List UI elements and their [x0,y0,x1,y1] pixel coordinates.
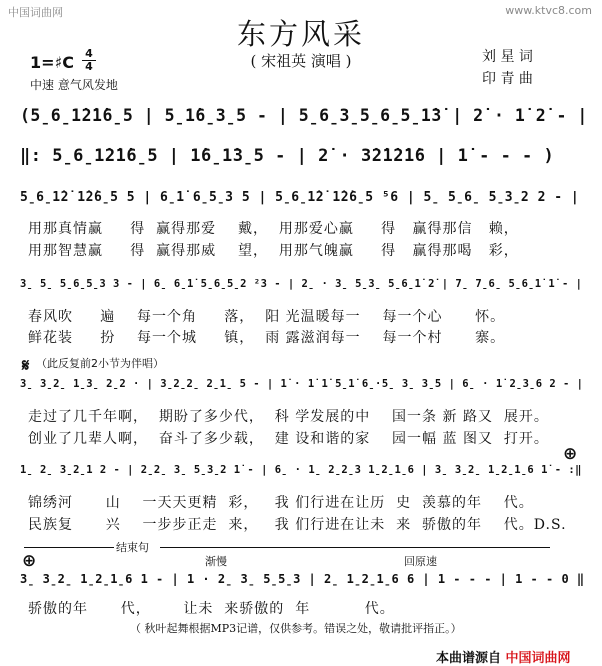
meter-bottom: 4 [85,60,93,73]
segno-sign: 𝄋 [22,356,30,376]
score-row-1: (5̱6̱1̇2̇1̇6̱5 | 5̱1̇6̱3̱5 - | 5̱6̱3̱5̱6̱5̱1̇3̇ | 2̇ · 1̇ 2̇ - | [20,106,588,125]
meter-top: 4 [85,47,93,60]
song-subtitle: ( 宋祖英 演唱 ) [250,52,352,70]
tempo-marking: 中速 意气风发地 [30,78,118,92]
lyric-row-3b: 用那智慧赢 得 赢得那威 望， 用那气魄赢 得 赢得那喝 彩， [28,243,519,259]
ending-bracket-right [160,547,550,548]
watermark-right: www.ktvc8.com [505,4,592,17]
lyric-row-5a: 走过了几千年啊， 期盼了多少代， 科 学发展的中 国一条 新 路又 展开。 [28,409,549,425]
source-credit [436,647,571,666]
score-row-5: 3̱ 3̱2̱ 1̱3̱ 2̱2 · | 3̱2̱2̱ 2̱1̱ 5 - | 1̇ · 1̇ 1̇ 5̱1̇ 6̱·5̱ 3̱ 3̱5 | 6̱ · 1̇ 2̱3̱6 2 - | [20,378,584,390]
score-row-2: ‖: 5̱6̱1̇2̇1̇6̱5 | 1̇6̱1̇3̱5 - | 2̇ · 3̇2̇1̇2̇1̇6 | 1̇ - - - ) [20,146,555,166]
transcription-note: （ 秋叶起舞根据MP3记谱，仅供参考。错误之处，敬请批评指正。） [130,622,462,635]
coda-sign: ⊕ [563,444,578,464]
score-row-7: 3̱ 3̱2̱ 1̱2̱1̱6 1 - | 1 · 2̱ 3̱ 5̱5̱3 | 2̱ 1̱2̱1̱6 6 | 1 - - - | 1 - - 0 ‖ [20,572,585,586]
time-signature [82,49,96,72]
source-text: 本曲谱源自 [436,651,502,666]
a-tempo-label: 回原速 [404,555,437,568]
watermark-left: 中国词曲网 [8,6,63,19]
lyric-row-6b: 民族复 兴 一步步正走 来， 我 们行进在让未 来 骄傲的年 代。D.S. [28,517,567,533]
lyric-row-4a: 春风吹 遍 每一个角 落， 阳 光温暖每一 每一个心 怀。 [28,309,506,325]
lyric-row-7: 骄傲的年 代， 让未 来骄傲的 年 代。 [28,601,395,617]
coda-sign-ending: ⊕ [22,551,37,571]
lyric-row-3a: 用那真情赢 得 赢得那爱 戴， 用那爱心赢 得 赢得那信 赖， [28,221,519,237]
lyricist-credit: 刘 星 词 [482,49,533,65]
composer-credit: 印 青 曲 [482,71,533,87]
song-title: 东方风采 [236,17,365,51]
lyric-row-6a: 锦绣河 山 一天天更精 彩， 我 们行进在让历 史 羡慕的年 代。 [28,495,534,511]
lyric-row-4b: 鲜花装 扮 每一个城 镇， 雨 露滋润每一 每一个村 寨。 [28,330,506,346]
repeat-note: （此反复前2小节为伴唱） [36,357,164,370]
ritardando-label: 渐慢 [205,555,227,568]
ending-bracket-left [24,547,114,548]
lyric-row-5b: 创业了几辈人啊， 奋斗了多少载， 建 设和谐的家 园一幅 蓝 图又 打开。 [28,431,549,447]
source-site: 中国词曲网 [505,651,571,666]
score-row-4: 3̱ 5̱ 5̱6̱5̱3 3 - | 6̱ 6̱1̇ 5̱6̱5̱2 ²3 - | 2̱ · 3̱ 5̱3̱ 5̱6̱1̇ 2̇ | 7̱ 7̱6̱ 5̱6̱1̇ 1̇ - | [20,278,583,290]
ending-label: 结束句 [116,541,149,554]
score-row-6: 1̱ 2̱ 3̱2̱1 2 - | 2̱2̱ 3̱ 5̱3̱2 1̇ - | 6̱ · 1̱ 2̱2̱3 1̱2̱1̱6 | 3̱ 3̱2̱ 1̱2̱1̱6 1̇ - :‖ [20,464,583,476]
score-row-3: 5̱6̱1̇2̇ 1̇2̇6̱5 5 | 6̱1̇ 6̱5̱3 5 | 5̱6̱1̇2̇ 1̇2̇6̱5 ⁵6 | 5̱ 5̱6̱ 5̱3̱2 2 - | [20,190,580,205]
key-signature: 1=♯C [30,53,75,72]
